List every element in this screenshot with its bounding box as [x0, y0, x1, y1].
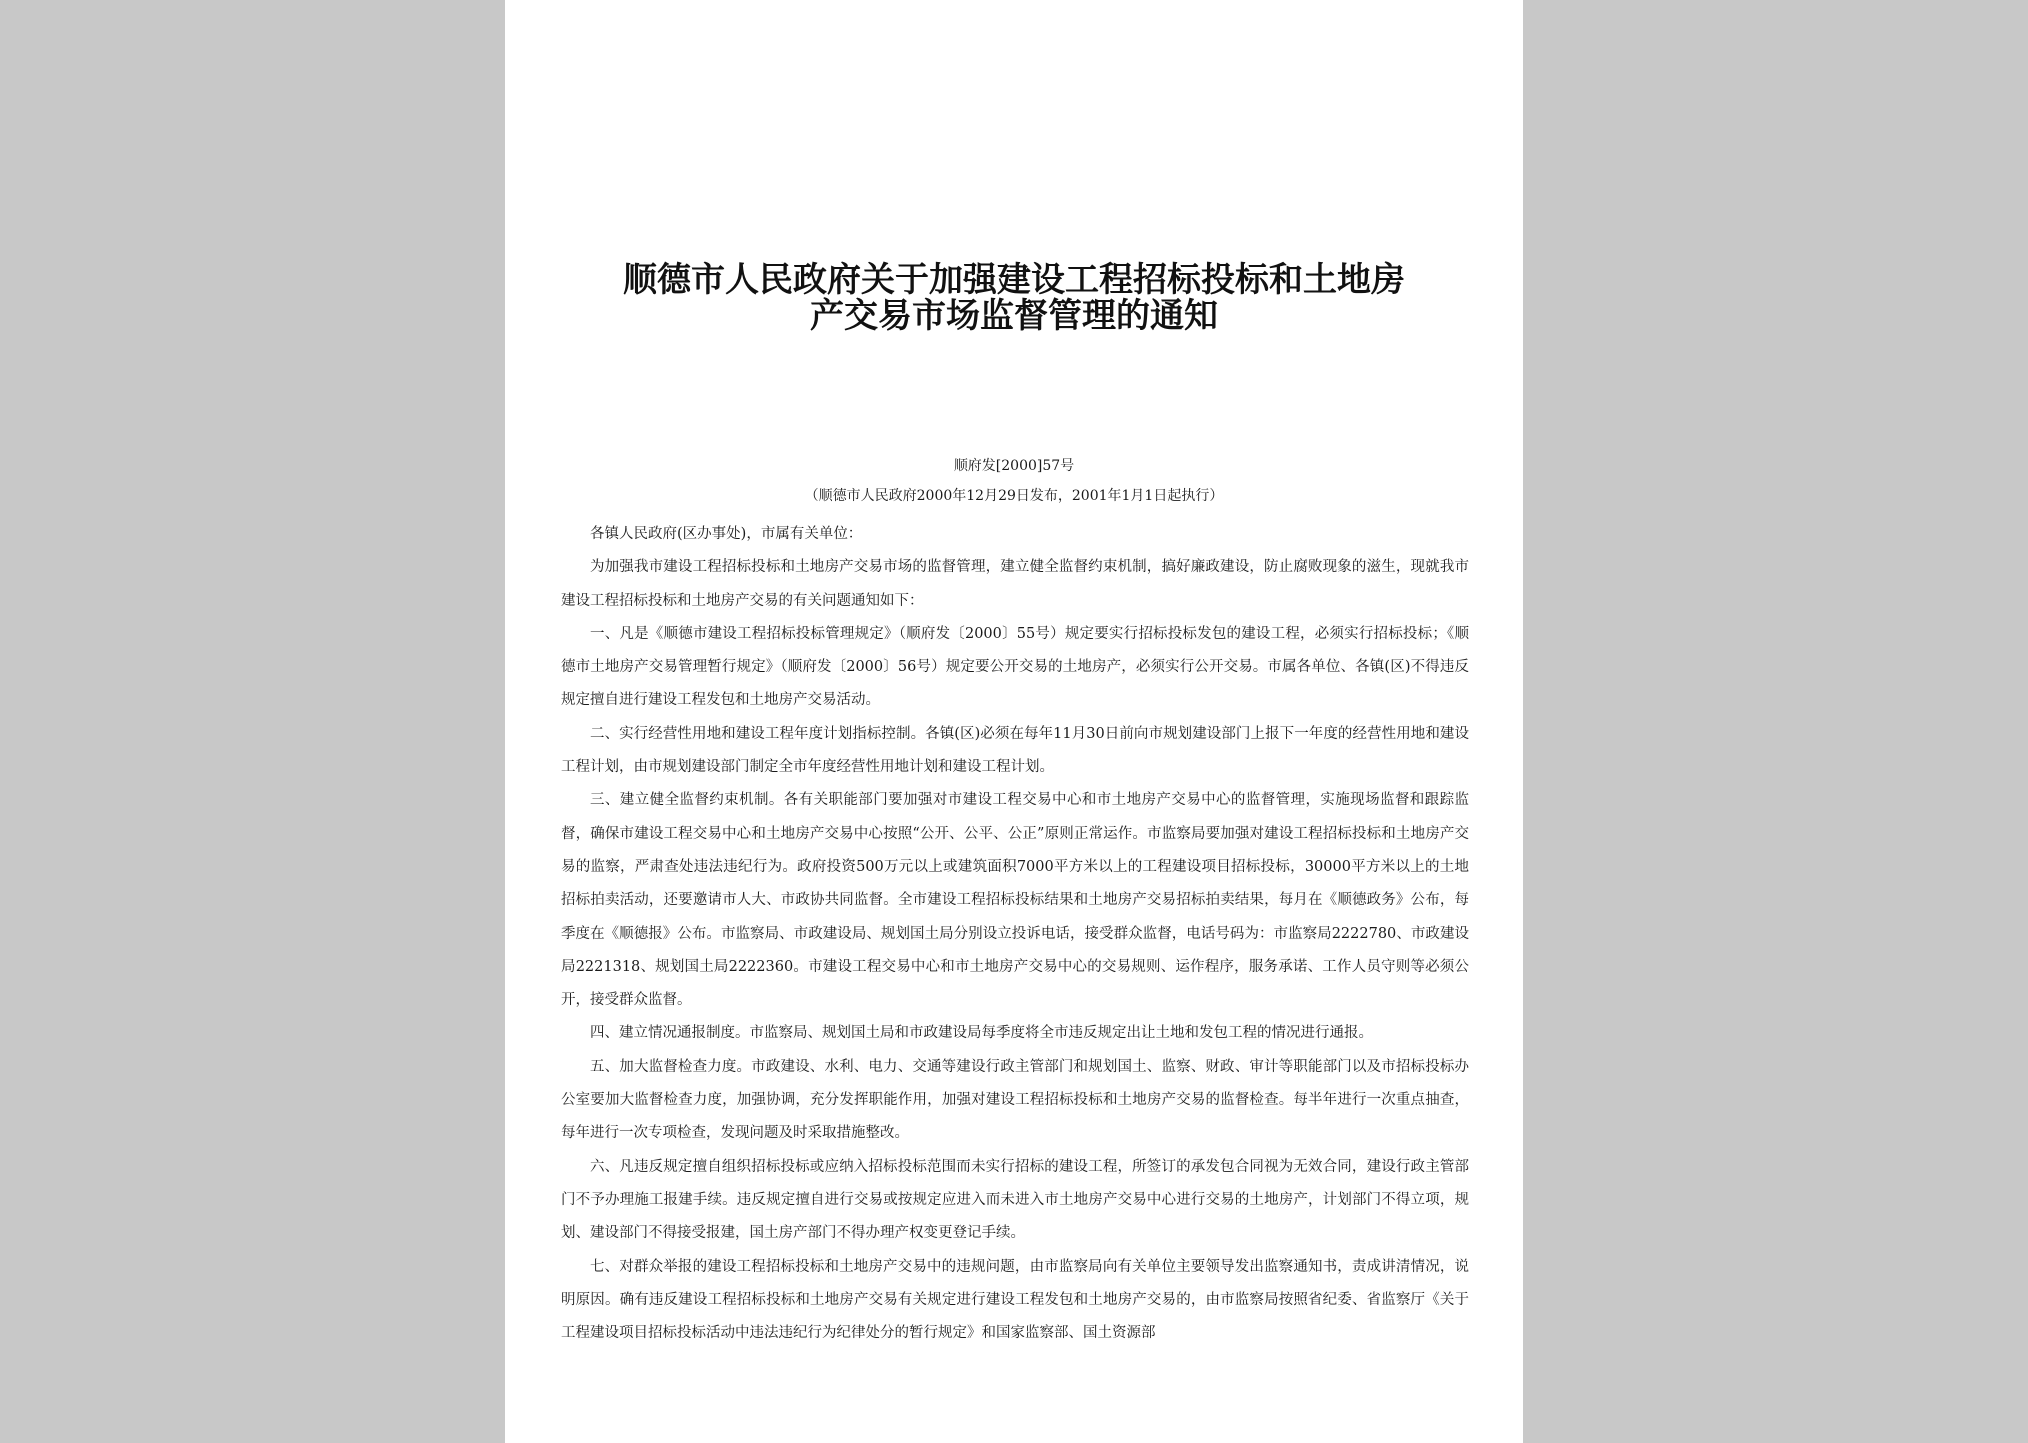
- paragraph-2: 二、实行经营性用地和建设工程年度计划指标控制。各镇(区)必须在每年11月30日前向市规划建设部门上报下一年度的经营性用地和建设工程计划，由市规划建设部门制定全市年度经营性用地计划和建设工程计划。: [561, 725, 1469, 776]
- paragraph-5: 五、加大监督检查力度。市政建设、水利、电力、交通等建设行政主管部门和规划国土、监察、财政、审计等职能部门以及市招标投标办公室要加大监督检查力度，加强协调，充分发挥职能作用，加强对建设工程招标投标和土地房产交易的监督检查。每半年进行一次重点抽查，每年进行一次专项检查，发现问题及时采取措施整改。: [561, 1058, 1469, 1142]
- document-body: [561, 518, 1469, 1350]
- paragraph-6: 六、凡违反规定擅自组织招标投标或应纳入招标投标范围而未实行招标的建设工程，所签订的承发包合同视为无效合同，建设行政主管部门不予办理施工报建手续。违反规定擅自进行交易或按规定应进入而未进入市土地房产交易中心进行交易的土地房产，计划部门不得立项，规划、建设部门不得接受报建，国土房产部门不得办理产权变更登记手续。: [561, 1158, 1469, 1242]
- title-line-2: 产交易市场监督管理的通知: [810, 296, 1218, 336]
- document-title: [565, 262, 1463, 334]
- paragraph-1: 一、凡是《顺德市建设工程招标投标管理规定》（顺府发〔2000〕55号）规定要实行招标投标发包的建设工程，必须实行招标投标；《顺德市土地房产交易管理暂行规定》（顺府发〔2000〕56号）规定要公开交易的土地房产，必须实行公开交易。市属各单位、各镇(区)不得违反规定擅自进行建设工程发包和土地房产交易活动。: [561, 625, 1469, 709]
- document-page: [505, 0, 1523, 1443]
- paragraph-7: 七、对群众举报的建设工程招标投标和土地房产交易中的违规问题，由市监察局向有关单位主要领导发出监察通知书，责成讲清情况，说明原因。确有违反建设工程招标投标和土地房产交易有关规定进行建设工程发包和土地房产交易的，由市监察局按照省纪委、省监察厅《关于工程建设项目招标投标活动中违法违纪行为纪律处分的暂行规定》和国家监察部、国土资源部: [561, 1258, 1469, 1342]
- document-number: 顺府发[2000]57号: [953, 458, 1075, 474]
- paragraph-intro: 为加强我市建设工程招标投标和土地房产交易市场的监督管理，建立健全监督约束机制，搞好廉政建设，防止腐败现象的滋生，现就我市建设工程招标投标和土地房产交易的有关问题通知如下：: [561, 559, 1469, 609]
- title-line-1: 顺德市人民政府关于加强建设工程招标投标和土地房: [623, 260, 1405, 300]
- issue-note: （顺德市人民政府2000年12月29日发布，2001年1月1日起执行）: [804, 488, 1224, 504]
- paragraph-4: 四、建立情况通报制度。市监察局、规划国土局和市政建设局每季度将全市违反规定出让土地和发包工程的情况进行通报。: [590, 1025, 1373, 1042]
- paragraph-3: 三、建立健全监督约束机制。各有关职能部门要加强对市建设工程交易中心和市土地房产交易中心的监督管理，实施现场监督和跟踪监督，确保市建设工程交易中心和土地房产交易中心按照“公开、公平、公正”原则正常运作。市监察局要加强对建设工程招标投标和土地房产交易的监察，严肃查处违法违纪行为。政府投资500万元以上或建筑面积7000平方米以上的工程建设项目招标投标，30000平方米以上的土地招标拍卖活动，还要邀请市人大、市政协共同监督。全市建设工程招标投标结果和土地房产交易招标拍卖结果，每月在《顺德政务》公布，每季度在《顺德报》公布。市监察局、市政建设局、规划国土局分别设立投诉电话，接受群众监督，电话号码为：市监察局2222780、市政建设局2221318、规划国土局2222360。市建设工程交易中心和市土地房产交易中心的交易规则、运作程序，服务承诺、工作人员守则等必须公开，接受群众监督。: [561, 792, 1469, 1009]
- addressee-line: 各镇人民政府(区办事处)，市属有关单位：: [590, 526, 863, 542]
